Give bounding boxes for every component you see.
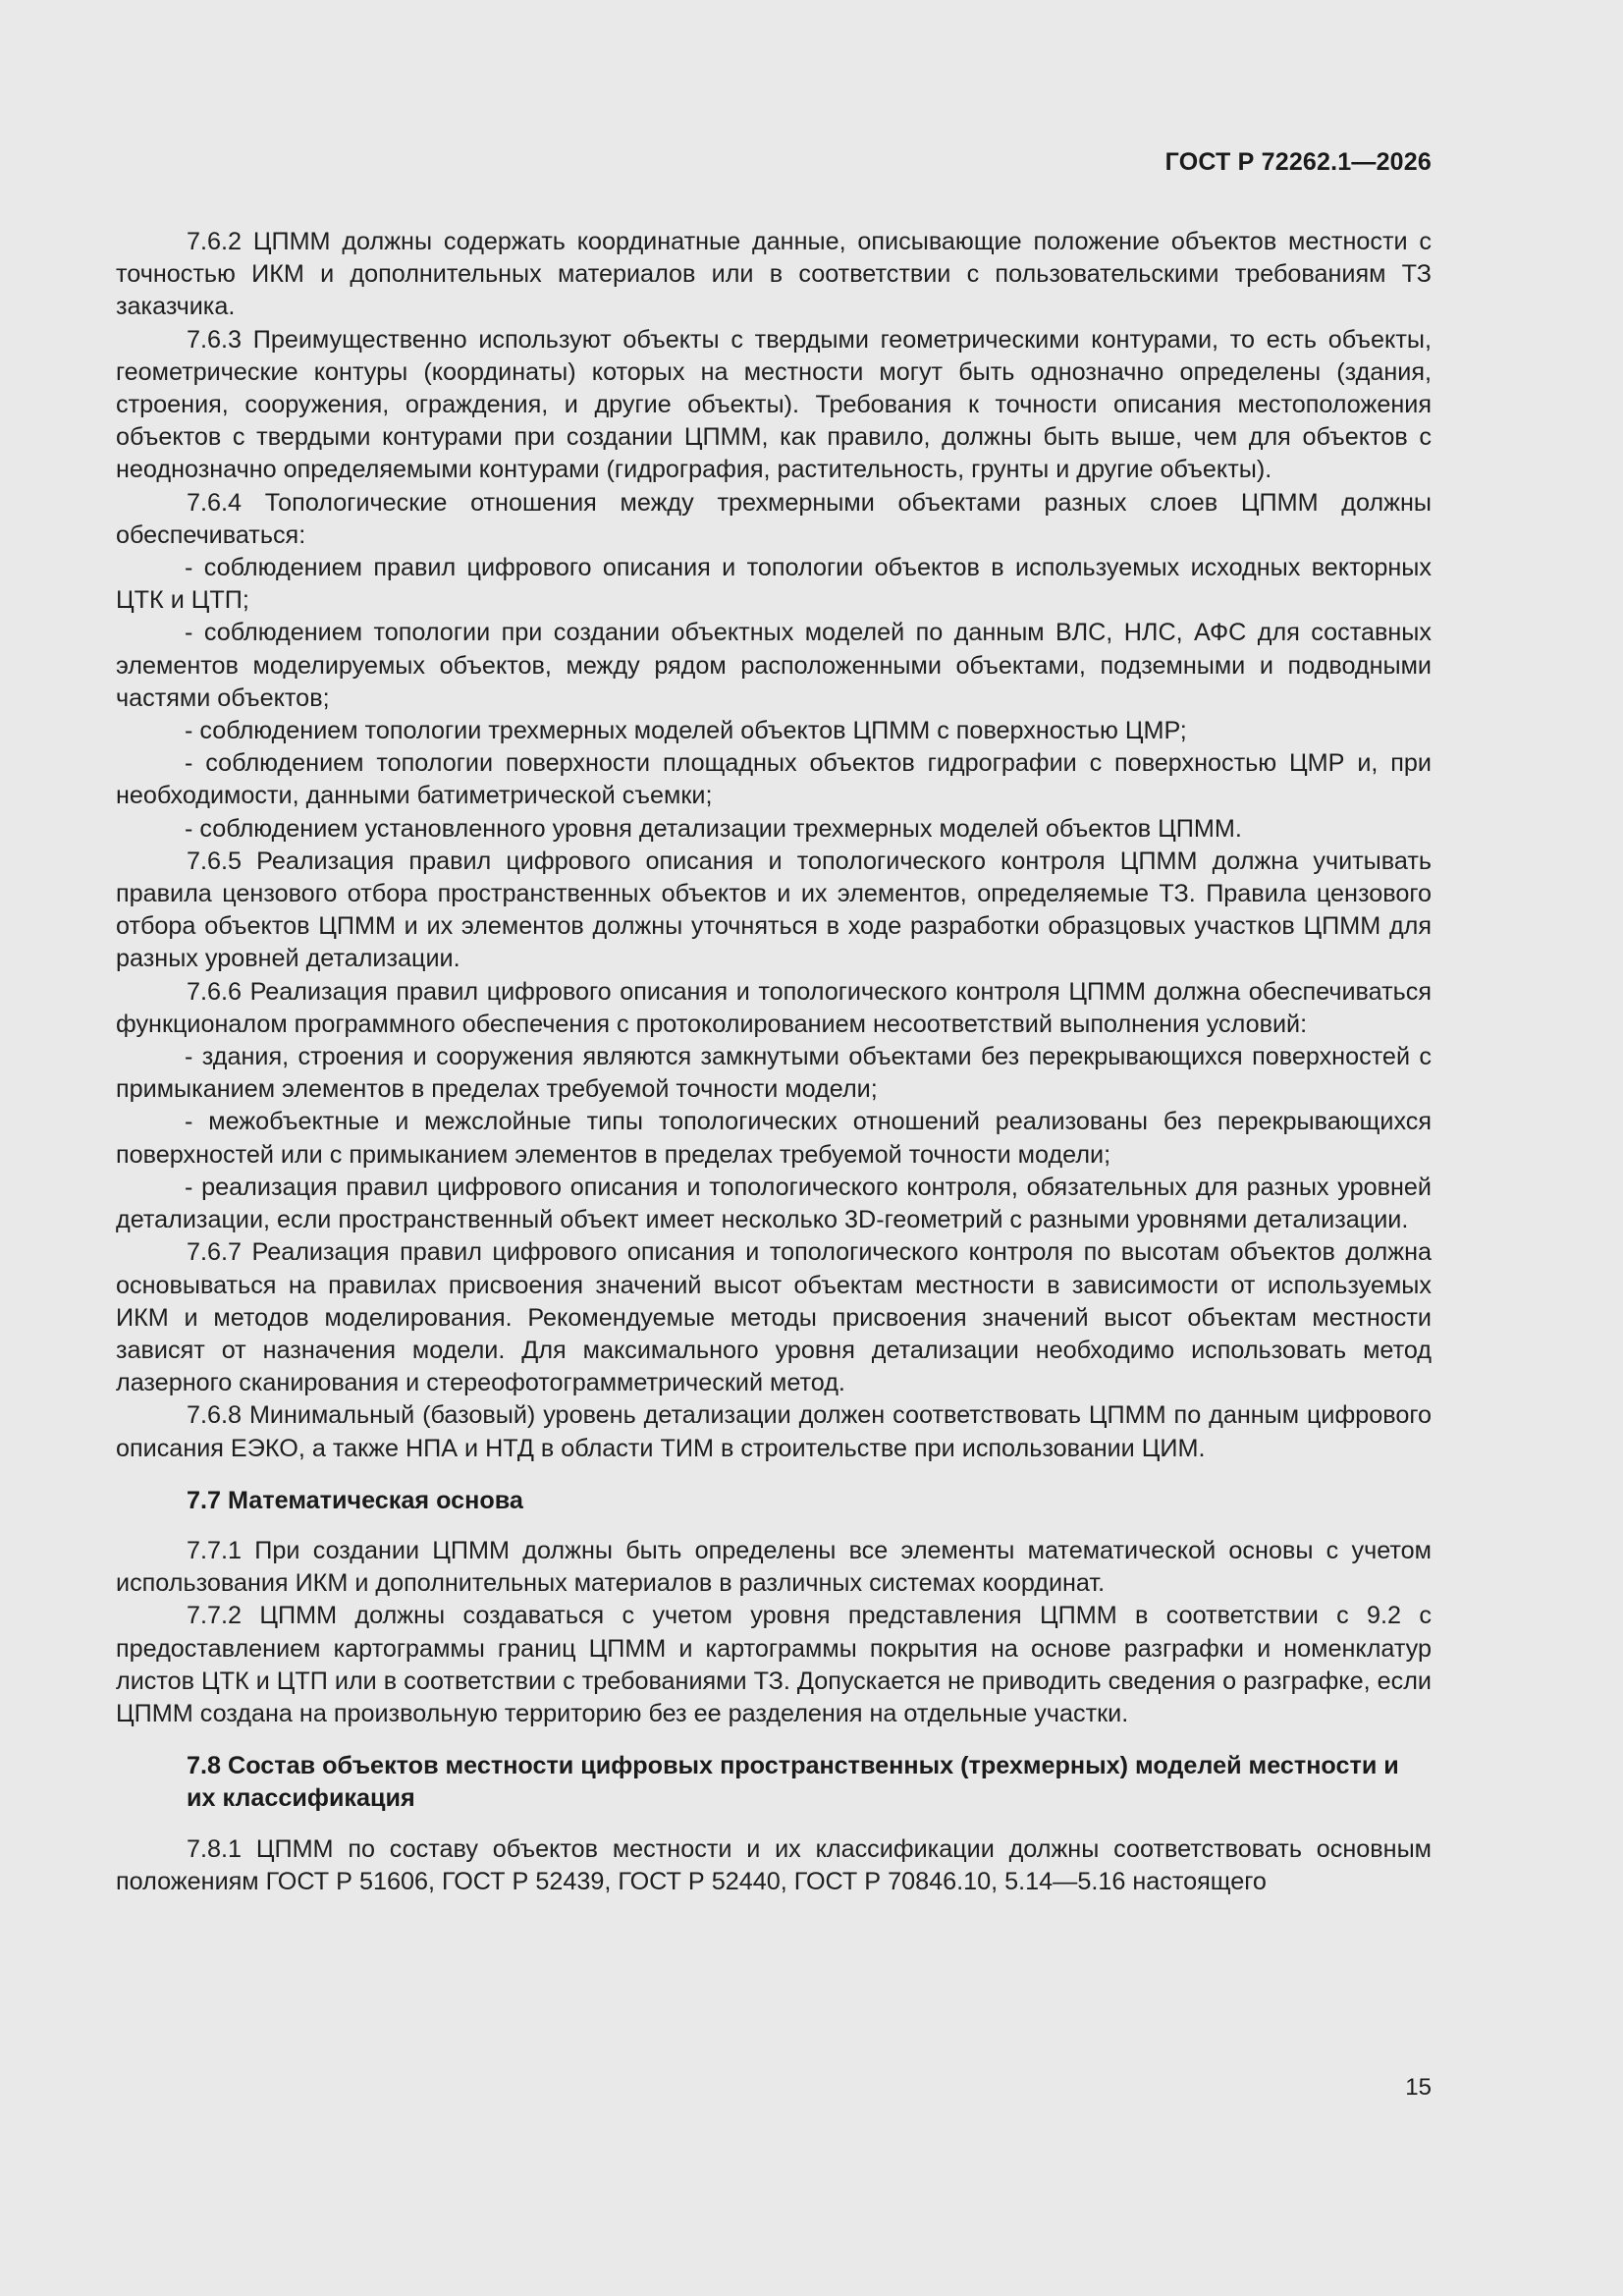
paragraph-7-6-5: 7.6.5 Реализация правил цифрового описания и топологического контроля ЦПММ должна учитывать правила цензового отбора пространственных объектов и их элементов, определяемые ТЗ. Правила цензового отбора объектов ЦПММ и их элементов должны уточняться в ходе разработки образцовых участков ЦПММ для разных уровней детализации. (116, 847, 1432, 973)
paragraph-7-6-6: 7.6.6 Реализация правил цифрового описания и топологического контроля ЦПММ должна обеспечиваться функционалом программного обеспечения с протоколированием несоответствий выполнения условий: (116, 977, 1432, 1038)
list-item: - соблюдением топологии трехмерных моделей объектов ЦПММ с поверхностью ЦМР; (185, 717, 1187, 745)
paragraph-7-7-2: 7.7.2 ЦПММ должны создаваться с учетом уровня представления ЦПММ в соответствии с 9.2 с предоставлением картограммы границ ЦПММ и картограммы покрытия на основе разграфки и номенклатур листов ЦТК и ЦТП или в соответствии с требованиями ТЗ. Допускается не приводить сведения о разграфке, если ЦПММ создана на произвольную территорию без ее разделения на отдельные участки. (116, 1602, 1432, 1727)
page-number: 15 (1405, 2074, 1432, 2101)
paragraph-7-6-4: 7.6.4 Топологические отношения между трехмерными объектами разных слоев ЦПММ должны обеспечиваться: (116, 488, 1432, 549)
document-body (116, 226, 1432, 1898)
document-code: ГОСТ Р 72262.1—2026 (1164, 148, 1432, 176)
paragraph-7-6-3: 7.6.3 Преимущественно используют объекты с твердыми геометрическими контурами, то есть объекты, геометрические контуры (координаты) которых на местности могут быть однозначно определены (здания, строения, сооружения, ограждения, и другие объекты). Требования к точности описания местоположения объектов с твердыми контурами при создании ЦПММ, как правило, должны быть выше, чем для объектов с неоднозначно определяемыми контурами (гидрография, растительность, грунты и другие объекты). (116, 325, 1432, 484)
section-heading-7-8: 7.8 Состав объектов местности цифровых пространственных (трехмерных) моделей местности и их классификация (187, 1752, 1399, 1813)
list-item: - соблюдением установленного уровня детализации трехмерных моделей объектов ЦПММ. (185, 814, 1242, 843)
section-heading-7-7: 7.7 Математическая основа (187, 1486, 523, 1514)
list-item: - реализация правил цифрового описания и топологического контроля, обязательных для разных уровней детализации, если пространственный объект имеет несколько 3D-геометрий с разными уровнями детализации. (116, 1173, 1432, 1234)
paragraph-7-6-8: 7.6.8 Минимальный (базовый) уровень детализации должен соответствовать ЦПММ по данным цифрового описания ЕЭКО, а также НПА и НТД в области ТИМ в строительстве при использовании ЦИМ. (116, 1401, 1432, 1462)
list-item: - межобъектные и межслойные типы топологических отношений реализованы без перекрывающихся поверхностей или с примыканием элементов в пределах требуемой точности модели; (116, 1108, 1432, 1169)
list-item: - соблюдением правил цифрового описания и топологии объектов в используемых исходных векторных ЦТК и ЦТП; (116, 554, 1432, 615)
list-item: - соблюдением топологии при создании объектных моделей по данным ВЛС, НЛС, АФС для составных элементов моделируемых объектов, между рядом расположенными объектами, подземными и подводными частями объектов; (116, 619, 1432, 712)
list-item: - здания, строения и сооружения являются замкнутыми объектами без перекрывающихся поверхностей с примыканием элементов в пределах требуемой точности модели; (116, 1043, 1432, 1104)
paragraph-7-8-1: 7.8.1 ЦПММ по составу объектов местности и их классификации должны соответствовать основным положениям ГОСТ Р 51606, ГОСТ Р 52439, ГОСТ Р 52440, ГОСТ Р 70846.10, 5.14—5.16 настоящего (116, 1834, 1432, 1895)
list-item: - соблюдением топологии поверхности площадных объектов гидрографии с поверхностью ЦМР и, при необходимости, данными батиметрической съемки; (116, 749, 1432, 810)
paragraph-7-6-7: 7.6.7 Реализация правил цифрового описания и топологического контроля по высотам объектов должна основываться на правилах присвоения значений высот объектам местности в зависимости от используемых ИКМ и методов моделирования. Рекомендуемые методы присвоения значений высот объектам местности зависят от назначения модели. Для максимального уровня детализации необходимо использовать метод лазерного сканирования и стереофотограмметрический метод. (116, 1238, 1432, 1397)
paragraph-7-7-1: 7.7.1 При создании ЦПММ должны быть определены все элементы математической основы с учетом использования ИКМ и дополнительных материалов в различных системах координат. (116, 1536, 1432, 1598)
paragraph-7-6-2: 7.6.2 ЦПММ должны содержать координатные данные, описывающие положение объектов местности с точностью ИКМ и дополнительных материалов или в соответствии с пользовательскими требованиям ТЗ заказчика. (116, 228, 1432, 321)
